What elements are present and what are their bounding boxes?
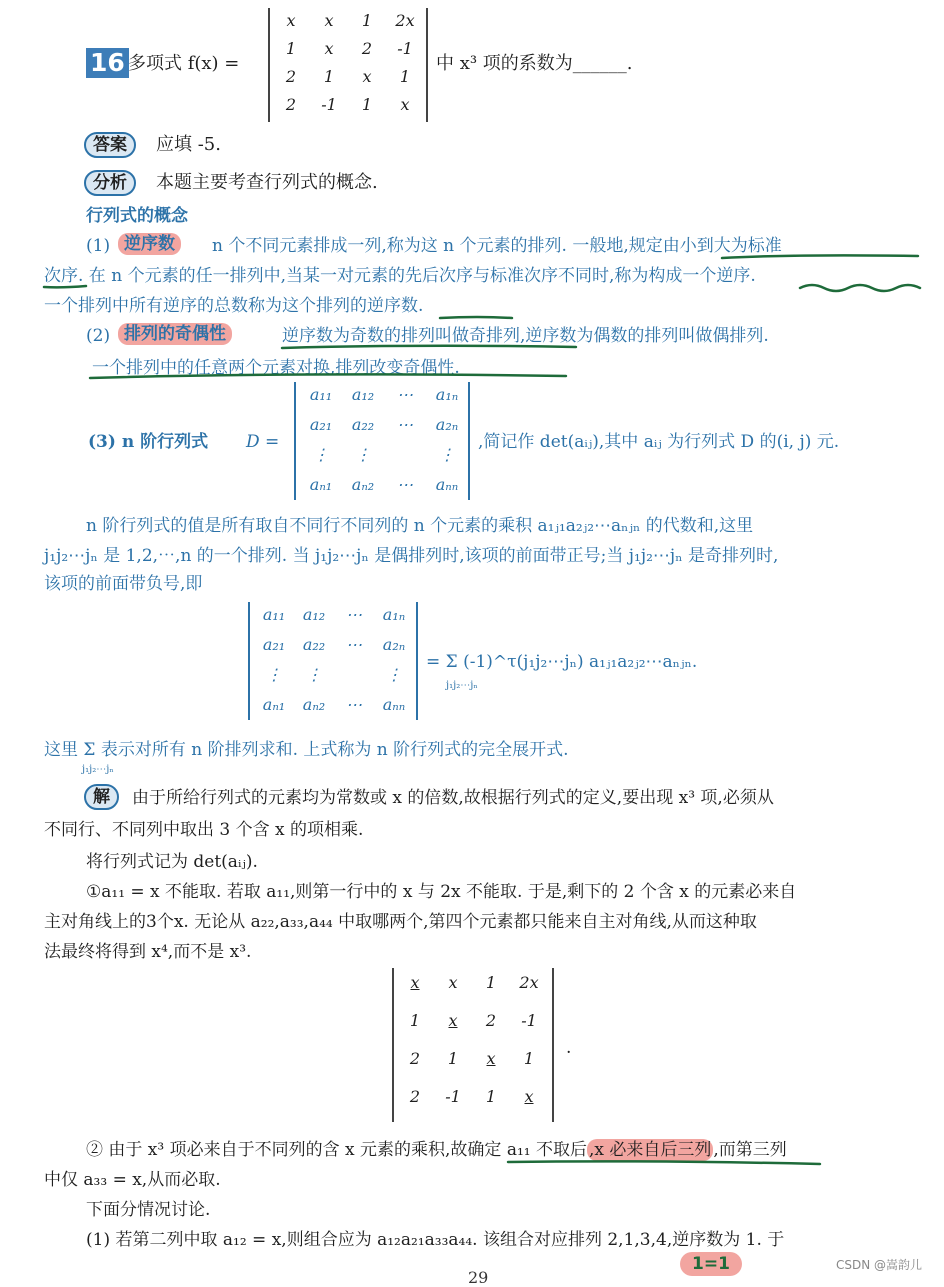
problem-tail: 中 x³ 项的系数为______. <box>436 53 633 74</box>
solution-matrix-cell-r4c1: 2 <box>409 1087 421 1106</box>
concept-p2-label: (2) <box>86 326 111 346</box>
concept-p3-eq: D = <box>246 432 280 452</box>
general-matrix-right-bar <box>468 382 470 500</box>
concept-p1-line2: 次序. 在 n 个元素的任一排列中,当某一对元素的先后次序与标准次序不同时,称为构成一个逆序. <box>44 266 756 286</box>
term-inversion-number: 逆序数 <box>118 233 181 255</box>
solution-matrix-period: . <box>566 1038 572 1058</box>
expansion-matrix-cell-r3c2: ⋮ <box>306 665 322 684</box>
general-matrix-cell-r2c3: ⋯ <box>397 415 413 434</box>
expansion-matrix-cell-r2c4: a₂ₙ <box>382 635 406 654</box>
concept-p2-line1: 逆序数为奇数的排列叫做奇排列,逆序数为偶数的排列叫做偶排列. <box>282 326 769 346</box>
general-matrix-cell-r4c3: ⋯ <box>397 475 413 494</box>
general-matrix-cell-r1c4: a₁ₙ <box>435 385 459 404</box>
problem-matrix-cell-r4c2: -1 <box>321 95 337 114</box>
case2-line1 <box>86 1140 787 1160</box>
general-matrix-cell-r2c1: a₂₁ <box>309 415 333 434</box>
problem-lead: 多项式 f(x) = <box>128 53 240 74</box>
concept-p1-line1: n 个不同元素排成一列,称为这 n 个元素的排列. 一般地,规定由小到大为标准 <box>212 236 782 256</box>
general-matrix-cell-r2c4: a₂ₙ <box>435 415 459 434</box>
answer-tag: 答案 <box>84 132 136 158</box>
problem-matrix-left-bar <box>268 8 270 122</box>
problem-matrix-cell-r3c4: 1 <box>399 67 411 86</box>
solution-matrix-cell-r2c2: x <box>448 1011 458 1030</box>
concept-p2-term <box>118 324 232 344</box>
solution-tag: 解 <box>84 784 119 810</box>
expansion-matrix-cell-r3c1: ⋮ <box>266 665 282 684</box>
problem-matrix-cell-r3c2: 1 <box>323 67 335 86</box>
solution-matrix-cell-r1c3: 1 <box>485 973 497 992</box>
solution-line2: 不同行、不同列中取出 3 个含 x 的项相乘. <box>44 820 364 840</box>
concept-p1-label: (1) <box>86 236 111 256</box>
solution-matrix-cell-r3c3: x <box>486 1049 496 1068</box>
problem-matrix-cell-r3c1: 2 <box>285 67 297 86</box>
general-matrix-cell-r2c2: a₂₂ <box>351 415 375 434</box>
general-matrix-cell-r4c4: aₙₙ <box>435 475 459 494</box>
expansion-formula-sub: j₁j₂⋯jₙ <box>446 680 478 691</box>
concept-p5-sub: j₁j₂⋯jₙ <box>82 764 114 775</box>
problem-matrix-cell-r4c3: 1 <box>361 95 373 114</box>
expansion-matrix-cell-r1c4: a₁ₙ <box>382 605 406 624</box>
solution-matrix-cell-r4c3: 1 <box>485 1087 497 1106</box>
case2-part-d: ,而第三列 <box>713 1140 787 1160</box>
expansion-matrix-cell-r2c1: a₂₁ <box>262 635 286 654</box>
case2-part-c: ,x 必来自后三列 <box>589 1140 712 1160</box>
solution-matrix-left-bar <box>392 968 394 1122</box>
term-parity: 排列的奇偶性 <box>118 323 232 345</box>
general-matrix-cell-r1c3: ⋯ <box>397 385 413 404</box>
problem-matrix-cell-r4c1: 2 <box>285 95 297 114</box>
general-matrix-cell-r4c1: aₙ₁ <box>309 475 333 494</box>
general-matrix-cell-r1c1: a₁₁ <box>309 385 333 404</box>
case2-part-a: ② 由于 x³ 项必来自于不同列的含 x 元素的乘积, <box>86 1140 451 1160</box>
case2-part-b: 故确定 a₁₁ 不取后 <box>450 1140 587 1160</box>
case1-line2: 主对角线上的3个x. 无论从 a₂₂,a₃₃,a₄₄ 中取哪两个,第四个元素都只能来自主对角线,从而这种取 <box>44 912 757 932</box>
problem-matrix-cell-r2c3: 2 <box>361 39 373 58</box>
concept-p4-line3: 该项的前面带负号,即 <box>44 574 203 594</box>
concept-heading: 行列式的概念 <box>86 206 188 226</box>
concept-p2-line2: 一个排列中的任意两个元素对换,排列改变奇偶性. <box>92 358 460 378</box>
solution-matrix-cell-r1c4: 2x <box>519 973 539 992</box>
expansion-matrix-cell-r2c2: a₂₂ <box>302 635 326 654</box>
general-matrix-cell-r3c1: ⋮ <box>313 445 329 464</box>
concept-p4-line2: j₁j₂⋯jₙ 是 1,2,⋯,n 的一个排列. 当 j₁j₂⋯jₙ 是偶排列时,该项的前面带正号;当 j₁j₂⋯jₙ 是奇排列时, <box>44 546 779 566</box>
solution-matrix-cell-r3c2: 1 <box>447 1049 459 1068</box>
expansion-matrix-cell-r4c4: aₙₙ <box>382 695 406 714</box>
problem-matrix-cell-r1c1: x <box>286 11 296 30</box>
watermark: CSDN @嵩韵儿 <box>836 1258 923 1272</box>
expansion-matrix-cell-r4c1: aₙ₁ <box>262 695 286 714</box>
expansion-matrix-cell-r3c4: ⋮ <box>386 665 402 684</box>
handwritten-note: 1=1 <box>680 1252 742 1276</box>
problem-matrix-cell-r3c3: x <box>362 67 372 86</box>
underline-inversion-number <box>440 317 512 318</box>
case4-line: (1) 若第二列中取 a₁₂ = x,则组合应为 a₁₂a₂₁a₃₃a₄₄. 该组合对应排列 2,1,3,4,逆序数为 1. 于 <box>86 1230 785 1250</box>
expansion-formula-rhs: = Σ (-1)^τ(j₁j₂⋯jₙ) a₁ⱼ₁a₂ⱼ₂⋯aₙⱼₙ. <box>426 652 698 672</box>
general-matrix-cell-r1c2: a₁₂ <box>351 385 375 404</box>
expansion-matrix-cell-r1c1: a₁₁ <box>262 605 286 624</box>
problem-matrix-right-bar <box>426 8 428 122</box>
solution-line3: 将行列式记为 det(aᵢⱼ). <box>86 852 258 872</box>
expansion-matrix-right-bar <box>416 602 418 720</box>
expansion-matrix-cell-r4c2: aₙ₂ <box>302 695 326 714</box>
expansion-matrix-left-bar <box>248 602 250 720</box>
concept-p1-term <box>118 234 181 254</box>
solution-matrix-cell-r2c3: 2 <box>485 1011 497 1030</box>
solution-matrix-cell-r2c1: 1 <box>409 1011 421 1030</box>
solution-matrix-cell-r4c4: x <box>524 1087 534 1106</box>
problem-matrix-cell-r1c4: 2x <box>395 11 415 30</box>
solution-matrix-cell-r3c4: 1 <box>523 1049 535 1068</box>
problem-matrix-cell-r2c2: x <box>324 39 334 58</box>
expansion-matrix-cell-r4c3: ⋯ <box>346 695 362 714</box>
general-matrix-cell-r3c2: ⋮ <box>355 445 371 464</box>
case3-line: 下面分情况讨论. <box>86 1200 211 1220</box>
concept-p5-line: 这里 Σ 表示对所有 n 阶排列求和. 上式称为 n 阶行列式的完全展开式. <box>44 740 569 760</box>
underline-odd-even <box>282 346 576 348</box>
problem-matrix-cell-r2c1: 1 <box>285 39 297 58</box>
solution-line1: 由于所给行列式的元素均为常数或 x 的倍数,故根据行列式的定义,要出现 x³ 项,必须从 <box>132 788 774 808</box>
concept-p4-line1: n 阶行列式的值是所有取自不同行不同列的 n 个元素的乘积 a₁ⱼ₁a₂ⱼ₂⋯aₙⱼₙ 的代数和,这里 <box>86 516 754 536</box>
expansion-matrix-cell-r1c2: a₁₂ <box>302 605 326 624</box>
case1-line3: 法最终将得到 x⁴,而不是 x³. <box>44 942 252 962</box>
solution-matrix-cell-r3c1: 2 <box>409 1049 421 1068</box>
solution-matrix-cell-r2c4: -1 <box>521 1011 537 1030</box>
case2-line2: 中仅 a₃₃ = x,从而必取. <box>44 1170 221 1190</box>
analysis-text: 本题主要考查行列式的概念. <box>156 172 378 193</box>
concept-p1-line3: 一个排列中所有逆序的总数称为这个排列的逆序数. <box>44 296 424 316</box>
wavy-underline-inversion <box>800 285 920 291</box>
general-matrix-left-bar <box>294 382 296 500</box>
solution-matrix-cell-r1c2: x <box>448 973 458 992</box>
solution-matrix-right-bar <box>552 968 554 1122</box>
solution-matrix-cell-r1c1: x <box>410 973 420 992</box>
case1-line1: ①a₁₁ = x 不能取. 若取 a₁₁,则第一行中的 x 与 2x 不能取. 于是,剩下的 2 个含 x 的元素必来自 <box>86 882 797 902</box>
answer-text: 应填 -5. <box>156 134 221 155</box>
problem-matrix-cell-r1c3: 1 <box>361 11 373 30</box>
expansion-matrix-cell-r1c3: ⋯ <box>346 605 362 624</box>
solution-matrix-cell-r4c2: -1 <box>445 1087 461 1106</box>
page-number: 29 <box>468 1268 489 1287</box>
underline-order-start <box>44 286 86 287</box>
problem-matrix-cell-r4c4: x <box>400 95 410 114</box>
problem-matrix-cell-r1c2: x <box>324 11 334 30</box>
concept-p3-tail: ,简记作 det(aᵢⱼ),其中 aᵢⱼ 为行列式 D 的(i, j) 元. <box>478 432 840 452</box>
concept-p3-label: (3) n 阶行列式 <box>88 432 209 452</box>
problem-number-badge: 16 <box>86 48 129 78</box>
analysis-tag: 分析 <box>84 170 136 196</box>
problem-matrix-cell-r2c4: -1 <box>397 39 413 58</box>
expansion-matrix-cell-r2c3: ⋯ <box>346 635 362 654</box>
general-matrix-cell-r3c4: ⋮ <box>439 445 455 464</box>
general-matrix-cell-r4c2: aₙ₂ <box>351 475 375 494</box>
underline-case2 <box>508 1161 820 1164</box>
